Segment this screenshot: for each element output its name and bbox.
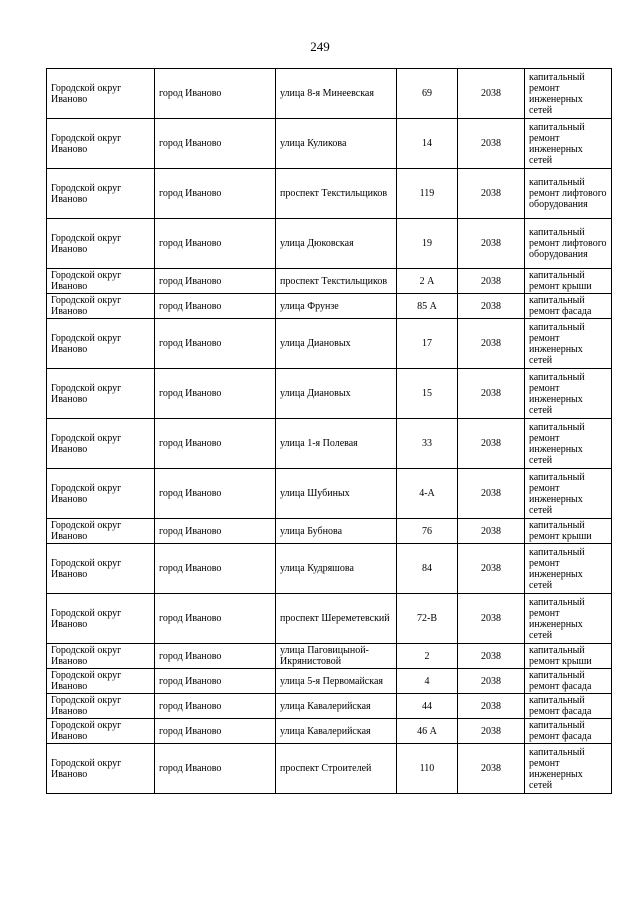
cell-okrug: Городской округ Иваново	[47, 544, 155, 594]
cell-city: город Иваново	[155, 669, 276, 694]
cell-street: улица Диановых	[276, 319, 397, 369]
cell-year: 2038	[458, 319, 525, 369]
cell-city: город Иваново	[155, 744, 276, 794]
cell-house-number: 44	[397, 694, 458, 719]
cell-work-type: капитальный ремонт крыши	[525, 519, 612, 544]
cell-house-number: 19	[397, 219, 458, 269]
cell-city: город Иваново	[155, 219, 276, 269]
cell-house-number: 110	[397, 744, 458, 794]
cell-city: город Иваново	[155, 719, 276, 744]
cell-okrug: Городской округ Иваново	[47, 669, 155, 694]
cell-year: 2038	[458, 269, 525, 294]
cell-house-number: 46 А	[397, 719, 458, 744]
table-row	[47, 219, 612, 269]
table-row	[47, 744, 612, 794]
cell-year: 2038	[458, 694, 525, 719]
cell-city: город Иваново	[155, 319, 276, 369]
repair-schedule-table	[46, 68, 612, 794]
cell-work-type: капитальный ремонт инженерных сетей	[525, 319, 612, 369]
cell-house-number: 4-А	[397, 469, 458, 519]
cell-house-number: 2 А	[397, 269, 458, 294]
cell-work-type: капитальный ремонт инженерных сетей	[525, 369, 612, 419]
cell-work-type: капитальный ремонт инженерных сетей	[525, 119, 612, 169]
table-row	[47, 594, 612, 644]
cell-work-type: капитальный ремонт фасада	[525, 669, 612, 694]
table-row	[47, 369, 612, 419]
cell-street: проспект Текстильщиков	[276, 169, 397, 219]
table-row	[47, 169, 612, 219]
cell-city: город Иваново	[155, 644, 276, 669]
cell-street: улица Бубнова	[276, 519, 397, 544]
cell-work-type: капитальный ремонт лифтового оборудования	[525, 219, 612, 269]
cell-okrug: Городской округ Иваново	[47, 119, 155, 169]
cell-house-number: 69	[397, 69, 458, 119]
cell-okrug: Городской округ Иваново	[47, 169, 155, 219]
cell-year: 2038	[458, 294, 525, 319]
cell-city: город Иваново	[155, 269, 276, 294]
cell-okrug: Городской округ Иваново	[47, 594, 155, 644]
cell-street: проспект Текстильщиков	[276, 269, 397, 294]
cell-street: улица Кудряшова	[276, 544, 397, 594]
cell-work-type: капитальный ремонт инженерных сетей	[525, 69, 612, 119]
cell-okrug: Городской округ Иваново	[47, 269, 155, 294]
cell-city: город Иваново	[155, 369, 276, 419]
cell-street: улица Фрунзе	[276, 294, 397, 319]
cell-street: улица Кавалерийская	[276, 694, 397, 719]
cell-street: улица Кавалерийская	[276, 719, 397, 744]
cell-house-number: 72-В	[397, 594, 458, 644]
cell-city: город Иваново	[155, 694, 276, 719]
cell-year: 2038	[458, 719, 525, 744]
table-row	[47, 269, 612, 294]
cell-city: город Иваново	[155, 469, 276, 519]
cell-house-number: 85 А	[397, 294, 458, 319]
cell-okrug: Городской округ Иваново	[47, 319, 155, 369]
table-row	[47, 644, 612, 669]
cell-year: 2038	[458, 519, 525, 544]
cell-year: 2038	[458, 119, 525, 169]
cell-city: город Иваново	[155, 69, 276, 119]
cell-city: город Иваново	[155, 544, 276, 594]
cell-city: город Иваново	[155, 594, 276, 644]
cell-work-type: капитальный ремонт фасада	[525, 694, 612, 719]
table-row	[47, 469, 612, 519]
cell-house-number: 4	[397, 669, 458, 694]
cell-year: 2038	[458, 594, 525, 644]
cell-street: проспект Строителей	[276, 744, 397, 794]
cell-house-number: 84	[397, 544, 458, 594]
cell-okrug: Городской округ Иваново	[47, 719, 155, 744]
cell-year: 2038	[458, 744, 525, 794]
table-row	[47, 544, 612, 594]
cell-year: 2038	[458, 169, 525, 219]
cell-work-type: капитальный ремонт лифтового оборудования	[525, 169, 612, 219]
cell-street: улица Куликова	[276, 119, 397, 169]
cell-year: 2038	[458, 669, 525, 694]
table-row	[47, 319, 612, 369]
cell-house-number: 33	[397, 419, 458, 469]
cell-city: город Иваново	[155, 419, 276, 469]
table-row	[47, 294, 612, 319]
cell-okrug: Городской округ Иваново	[47, 69, 155, 119]
cell-year: 2038	[458, 69, 525, 119]
cell-street: улица Дюковская	[276, 219, 397, 269]
cell-house-number: 76	[397, 519, 458, 544]
cell-street: проспект Шереметевский	[276, 594, 397, 644]
cell-city: город Иваново	[155, 169, 276, 219]
cell-okrug: Городской округ Иваново	[47, 294, 155, 319]
table-row	[47, 119, 612, 169]
cell-okrug: Городской округ Иваново	[47, 744, 155, 794]
cell-year: 2038	[458, 219, 525, 269]
table-row	[47, 419, 612, 469]
cell-house-number: 17	[397, 319, 458, 369]
cell-street: улица 1-я Полевая	[276, 419, 397, 469]
cell-street: улица Диановых	[276, 369, 397, 419]
cell-year: 2038	[458, 644, 525, 669]
cell-street: улица 8-я Минеевская	[276, 69, 397, 119]
table-row	[47, 519, 612, 544]
cell-year: 2038	[458, 544, 525, 594]
table-row	[47, 669, 612, 694]
cell-street: улица 5-я Первомайская	[276, 669, 397, 694]
cell-okrug: Городской округ Иваново	[47, 419, 155, 469]
cell-house-number: 15	[397, 369, 458, 419]
cell-work-type: капитальный ремонт инженерных сетей	[525, 594, 612, 644]
cell-okrug: Городской округ Иваново	[47, 369, 155, 419]
cell-okrug: Городской округ Иваново	[47, 469, 155, 519]
cell-city: город Иваново	[155, 119, 276, 169]
cell-street: улица Шубиных	[276, 469, 397, 519]
cell-okrug: Городской округ Иваново	[47, 694, 155, 719]
cell-year: 2038	[458, 369, 525, 419]
cell-okrug: Городской округ Иваново	[47, 519, 155, 544]
cell-work-type: капитальный ремонт инженерных сетей	[525, 544, 612, 594]
cell-house-number: 119	[397, 169, 458, 219]
cell-work-type: капитальный ремонт крыши	[525, 269, 612, 294]
cell-work-type: капитальный ремонт инженерных сетей	[525, 469, 612, 519]
cell-year: 2038	[458, 419, 525, 469]
cell-work-type: капитальный ремонт фасада	[525, 719, 612, 744]
cell-okrug: Городской округ Иваново	[47, 644, 155, 669]
cell-city: город Иваново	[155, 519, 276, 544]
cell-work-type: капитальный ремонт инженерных сетей	[525, 744, 612, 794]
cell-street: улица Паговицыной-Икрянистовой	[276, 644, 397, 669]
cell-city: город Иваново	[155, 294, 276, 319]
table-row	[47, 694, 612, 719]
cell-house-number: 2	[397, 644, 458, 669]
table-row	[47, 69, 612, 119]
page-number: 249	[310, 39, 330, 54]
table-row	[47, 719, 612, 744]
cell-year: 2038	[458, 469, 525, 519]
cell-house-number: 14	[397, 119, 458, 169]
cell-work-type: капитальный ремонт инженерных сетей	[525, 419, 612, 469]
cell-work-type: капитальный ремонт крыши	[525, 644, 612, 669]
cell-work-type: капитальный ремонт фасада	[525, 294, 612, 319]
cell-okrug: Городской округ Иваново	[47, 219, 155, 269]
